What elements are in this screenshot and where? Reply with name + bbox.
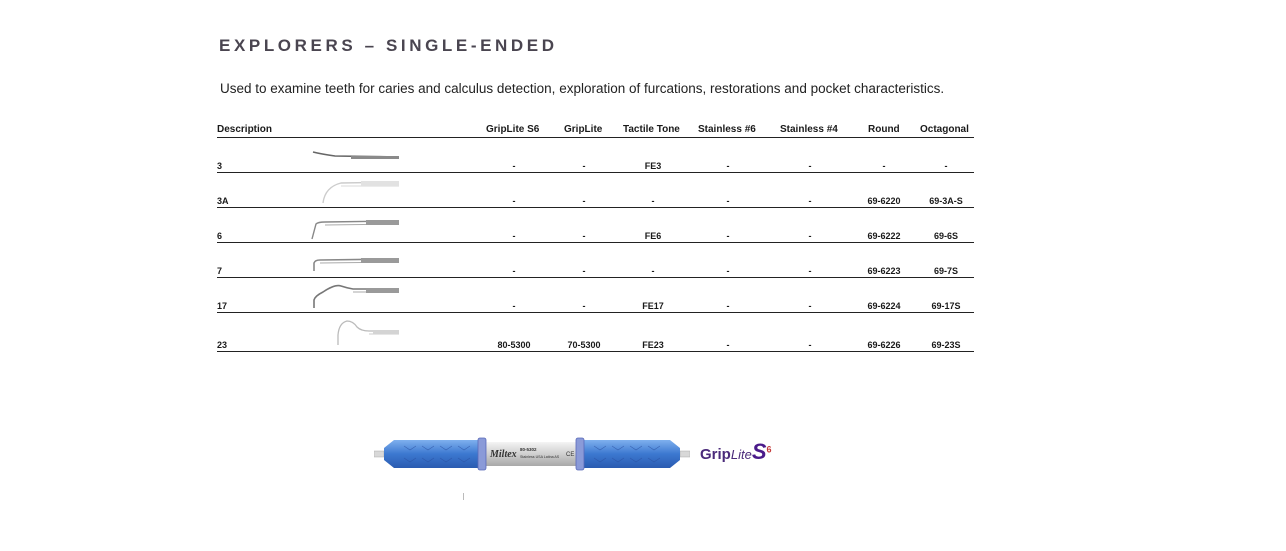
curved-explorer-icon [311,173,401,205]
hooked-explorer-icon [311,243,401,275]
cell-griplite-s6: - [512,196,516,206]
cell-tactile-tone: FE3 [644,161,662,171]
cell-tactile-tone: FE6 [644,231,662,241]
cell-round: 69-6224 [867,301,901,311]
handle-model: 80-5302 [520,447,537,452]
cell-round: 69-6220 [867,196,901,206]
cell-griplite: - [582,266,586,276]
cell-griplite: 70-5300 [567,340,601,350]
cell-stainless-4: - [808,340,812,350]
griplite-s6-logo [700,439,772,469]
cell-round: 69-6223 [867,266,901,276]
cell-octagonal: 69-6S [933,231,959,241]
cell-stainless-6: - [726,196,730,206]
cell-octagonal: 69-23S [931,340,961,350]
logo-lite: Lite [730,447,752,462]
row-description: 6 [217,231,223,241]
griplite-handle-image [374,434,690,474]
cell-griplite: - [582,301,586,311]
handle-brand: Miltex [490,449,517,460]
header-griplite-s6: GripLite S6 [486,124,540,135]
handle-engraving: Stainless USA Latina AS [520,455,560,459]
section-description: Used to examine teeth for caries and calculus detection, exploration of furcations, restorations and pocket characteristics. [220,81,945,96]
table-row [217,278,974,313]
header-griplite: GripLite [564,124,603,135]
table-row [217,138,974,173]
row-description: 3A [217,196,229,206]
cell-stainless-6: - [726,231,730,241]
cell-griplite: - [582,196,586,206]
cell-tactile-tone: FE17 [642,301,664,311]
logo-grip: Grip [700,446,731,463]
table-header [217,122,974,138]
cell-octagonal: - [944,161,948,171]
cell-tactile-tone: - [651,266,655,276]
cell-round: 69-6226 [867,340,901,350]
header-octagonal: Octagonal [920,124,969,135]
cell-stainless-4: - [808,301,812,311]
cell-stainless-4: - [808,196,812,206]
cell-griplite-s6: - [512,231,516,241]
cell-griplite-s6: - [512,266,516,276]
cell-stainless-6: - [726,161,730,171]
row-description: 17 [217,301,228,311]
cell-tactile-tone: - [651,196,655,206]
cell-stainless-6: - [726,266,730,276]
explorers-table [217,122,974,352]
angled-explorer-icon [311,208,401,240]
table-row [217,313,974,352]
header-stainless-4: Stainless #4 [780,124,838,135]
cell-octagonal: 69-17S [931,301,961,311]
cell-octagonal: 69-7S [933,266,959,276]
page-title: EXPLORERS – SINGLE-ENDED [219,36,558,55]
cell-stainless-6: - [726,340,730,350]
logo-s: S [751,439,767,464]
row-description: 7 [217,266,223,276]
header-tactile-tone: Tactile Tone [623,124,680,135]
row-description: 23 [217,340,228,350]
cell-stainless-4: - [808,231,812,241]
cell-octagonal: 69-3A-S [929,196,963,206]
table-row [217,173,974,208]
straight-explorer-icon [311,138,401,170]
cell-round: 69-6222 [867,231,901,241]
cell-stainless-4: - [808,266,812,276]
bent-explorer-icon [311,278,401,310]
cell-stainless-4: - [808,161,812,171]
cell-griplite: - [582,231,586,241]
logo-six: 6 [766,444,772,455]
cell-tactile-tone: FE23 [642,340,664,350]
cell-round: - [882,161,886,171]
table-row [217,208,974,243]
ce-mark: CE [566,452,575,458]
cell-griplite-s6: - [512,301,516,311]
shepherd-hook-explorer-icon [311,315,401,347]
header-round: Round [868,124,900,135]
cell-griplite: - [582,161,586,171]
table-row [217,243,974,278]
cell-stainless-6: - [726,301,730,311]
row-description: 3 [217,161,223,171]
cell-griplite-s6: 80-5300 [497,340,531,350]
cell-griplite-s6: - [512,161,516,171]
header-stainless-6: Stainless #6 [698,124,756,135]
header-description: Description [217,124,273,135]
decorative-tick [463,493,464,500]
